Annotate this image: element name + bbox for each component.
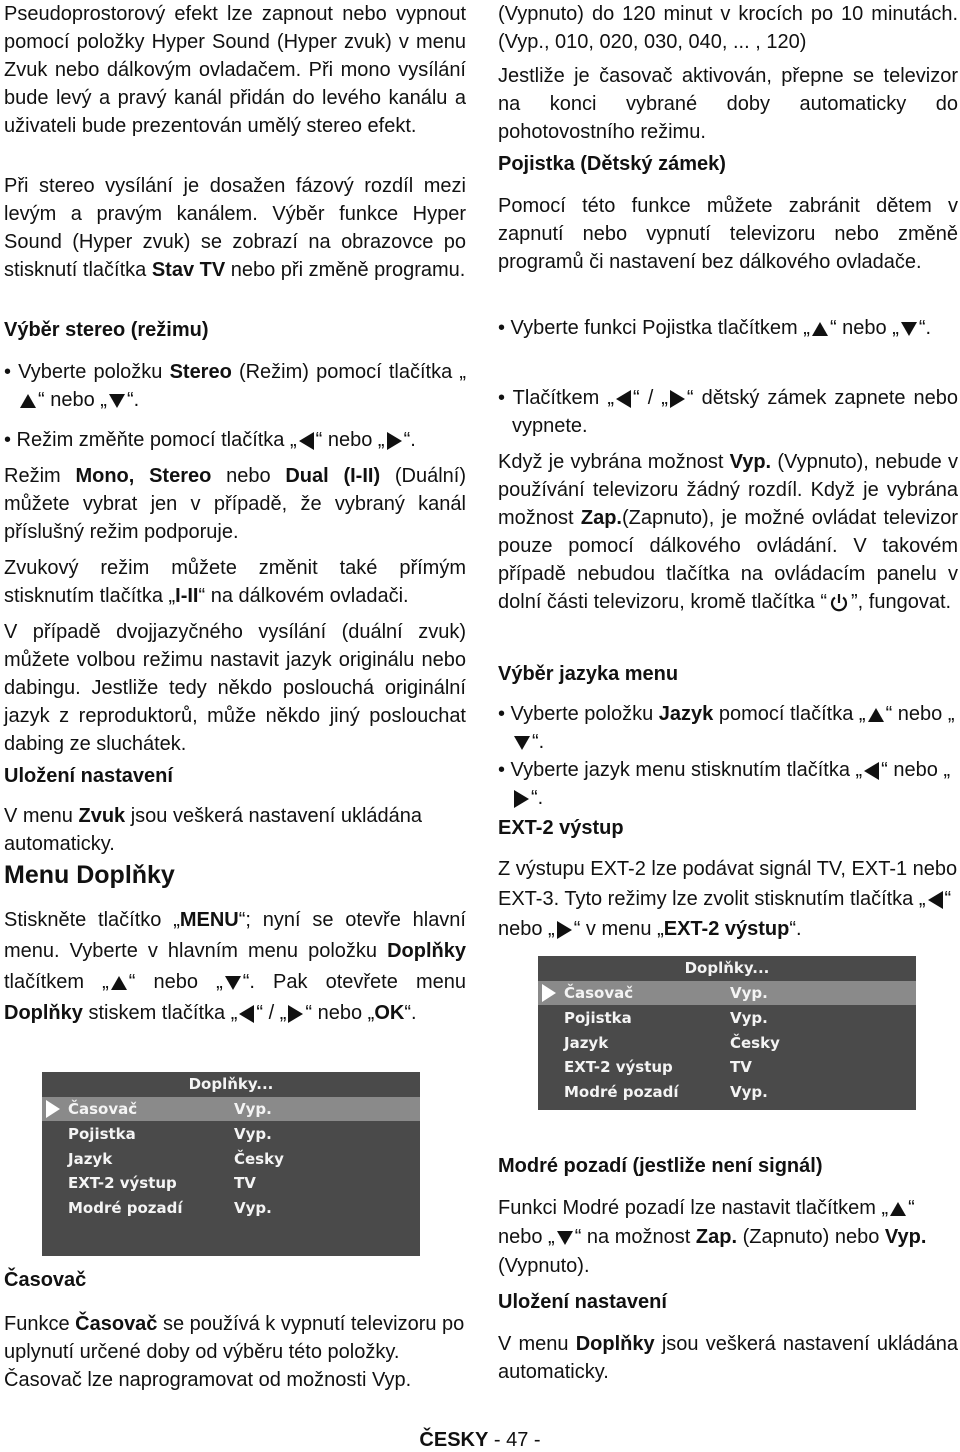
osd-menu-row-casovac[interactable]: Časovač Vyp. xyxy=(538,981,916,1005)
left-arrow-icon xyxy=(928,891,943,909)
osd-menu-title: Doplňky... xyxy=(188,1075,274,1093)
osd-menu-row-jazyk[interactable]: Jazyk Česky xyxy=(68,1150,284,1168)
osd-menu-row-ext2[interactable]: EXT-2 výstup TV xyxy=(564,1058,752,1076)
paragraph: Funkci Modré pozadí lze nastavit tlačítkem „ “ nebo „ “ na možnost Zap. (Zapnuto) nebo Vyp. (Vypnuto). xyxy=(498,1197,927,1277)
bullet-item: • Vyberte položku Stereo (Režim) pomocí tlačítka „“ nebo „ “. xyxy=(4,361,466,411)
left-arrow-icon xyxy=(299,432,314,450)
section-heading: EXT-2 výstup xyxy=(498,817,624,839)
osd-menu-row-pojistka[interactable]: Pojistka Vyp. xyxy=(68,1125,272,1143)
selection-arrow-icon xyxy=(542,984,556,1002)
left-arrow-icon xyxy=(239,1005,254,1023)
paragraph: Stiskněte tlačítko „MENU“; nyní se otevře hlavní menu. Vyberte v hlavním menu položku Doplňky tlačítkem „ “ nebo „ “. Pak otevřete menu Doplňky stiskem tlačítka „ “ / „ “ nebo „OK“. xyxy=(4,909,466,1024)
osd-menu-row-jazyk[interactable]: Jazyk Česky xyxy=(564,1034,780,1052)
paragraph: Pomocí této funkce můžete zabránit dětem v zapnutí nebo vypnutí televizoru nebo změně programů či nastavení bez dálkového ovladače. xyxy=(498,195,958,273)
paragraph: (Vypnuto) do 120 minut v krocích po 10 minutách. (Vyp., 010, 020, 030, 040, ... , 120) xyxy=(498,3,958,53)
left-arrow-icon xyxy=(864,762,879,780)
section-heading: Časovač xyxy=(4,1269,87,1291)
osd-menu-row-pojistka[interactable]: Pojistka Vyp. xyxy=(564,1009,768,1027)
power-icon xyxy=(829,593,849,613)
paragraph: V případě dvojjazyčného vysílání (duální zvuk) můžete volbou režimu nastavit jazyk originálu nebo dabingu. Jestliže tedy někdo poslouchá originální jazyk z reproduktorů, může někdo jiný poslouchat dabing ze sluchátek. xyxy=(4,621,466,755)
down-arrow-icon xyxy=(901,322,917,336)
paragraph: V menu Doplňky jsou veškerá nastavení ukládána automaticky. xyxy=(498,1333,958,1383)
paragraph: Jestliže je časovač aktivován, přepne se televizor na konci vybrané doby automaticky do pohotovostního režimu. xyxy=(498,65,958,143)
paragraph: Z výstupu EXT-2 lze podávat signál TV, EXT-1 nebo EXT-3. Tyto režimy lze zvolit stisknutím tlačítka „ “ nebo „ “ v menu „EXT-2 výstup“. xyxy=(498,858,958,940)
paragraph: Při stereo vysílání je dosažen fázový rozdíl mezi levým a pravým kanálem. Výběr funkce Hyper Sound (Hyper zvuk) se zobrazí na obrazovce po stisknutí tlačítka Stav TV nebo při změně programu. xyxy=(4,175,466,281)
selection-arrow-icon xyxy=(46,1100,60,1118)
up-arrow-icon xyxy=(868,708,884,722)
section-heading: Pojistka (Dětský zámek) xyxy=(498,153,726,175)
bullet-item: • Režim změňte pomocí tlačítka „ “ nebo „ “. xyxy=(4,429,416,451)
section-heading: Uložení nastavení xyxy=(4,765,173,787)
right-arrow-icon xyxy=(514,790,529,808)
paragraph: Když je vybrána možnost Vyp. (Vypnuto), nebude v používání televizoru žádný rozdíl. Když je vybrána možnost Zap.(Zapnuto), je možné ovládat televizor pouze pomocí dálkového ovládání. V takovém případě nebudou tlačítka na ovládacím panelu v dolní části televizoru, kromě tlačítka “ ”, fungovat. xyxy=(498,451,958,613)
up-arrow-icon xyxy=(111,976,127,990)
page-footer xyxy=(0,1428,960,1452)
up-arrow-icon xyxy=(890,1202,906,1216)
paragraph: Pseudoprostorový efekt lze zapnout nebo vypnout pomocí položky Hyper Sound (Hyper zvuk) v menu Zvuk nebo dálkovým ovladačem. Při mono vysílání bude levý a pravý kanál přidán do levého kanálu a uživateli bude prezentován umělý stereo efekt. xyxy=(4,3,466,137)
bullet-item: • Vyberte položku Jazyk pomocí tlačítka „ “ nebo „“. xyxy=(498,703,955,753)
down-arrow-icon xyxy=(514,736,530,750)
paragraph: Režim Mono, Stereo nebo Dual (I-II) (Duální) můžete vybrat jen v případě, že vybraný kanál příslušný režim podporuje. xyxy=(4,465,467,543)
section-heading: Modré pozadí (jestliže není signál) xyxy=(498,1155,823,1177)
section-heading: Výběr jazyka menu xyxy=(498,663,679,685)
section-heading: Uložení nastavení xyxy=(498,1291,667,1313)
bullet-item: • Vyberte funkci Pojistka tlačítkem „ “ nebo „ “. xyxy=(498,317,932,339)
osd-menu-row-ext2[interactable]: EXT-2 výstup TV xyxy=(68,1174,256,1192)
bullet-item: • Tlačítkem „ “ / „ “ dětský zámek zapnete nebo vypnete. xyxy=(498,387,959,437)
up-arrow-icon xyxy=(20,394,36,408)
paragraph: V menu Zvuk jsou veškerá nastavení ukládána automaticky. xyxy=(4,805,423,855)
osd-menu-doplnky xyxy=(42,1072,420,1256)
section-heading: Výběr stereo (režimu) xyxy=(4,319,209,341)
down-arrow-icon xyxy=(225,976,241,990)
paragraph: Funkce Časovač se používá k vypnutí televizoru po uplynutí určené doby od výběru této položky. Časovač lze naprogramovat od možnosti Vyp. xyxy=(4,1313,465,1391)
right-arrow-icon xyxy=(670,390,685,408)
osd-menu-row-modre-pozadi[interactable]: Modré pozadí Vyp. xyxy=(68,1199,272,1217)
right-arrow-icon xyxy=(288,1005,303,1023)
footer-language: ČESKY xyxy=(419,1429,489,1451)
paragraph: Zvukový režim můžete změnit také přímým stisknutím tlačítka „I-II“ na dálkovém ovladači. xyxy=(4,557,466,607)
page-title: Menu Doplňky xyxy=(4,861,175,889)
left-arrow-icon xyxy=(616,390,631,408)
osd-menu-row-modre-pozadi[interactable]: Modré pozadí Vyp. xyxy=(564,1083,768,1101)
up-arrow-icon xyxy=(812,322,828,336)
osd-menu-doplnky-2 xyxy=(538,956,916,1110)
down-arrow-icon xyxy=(557,1231,573,1245)
right-arrow-icon xyxy=(387,432,402,450)
page-number: - 47 - xyxy=(493,1429,541,1451)
right-arrow-icon xyxy=(557,921,572,939)
bullet-item: • Vyberte jazyk menu stisknutím tlačítka „ “ nebo „“. xyxy=(498,759,951,809)
osd-menu-row-casovac[interactable]: Časovač Vyp. xyxy=(42,1097,420,1121)
osd-menu-title: Doplňky... xyxy=(684,959,770,977)
down-arrow-icon xyxy=(109,394,125,408)
